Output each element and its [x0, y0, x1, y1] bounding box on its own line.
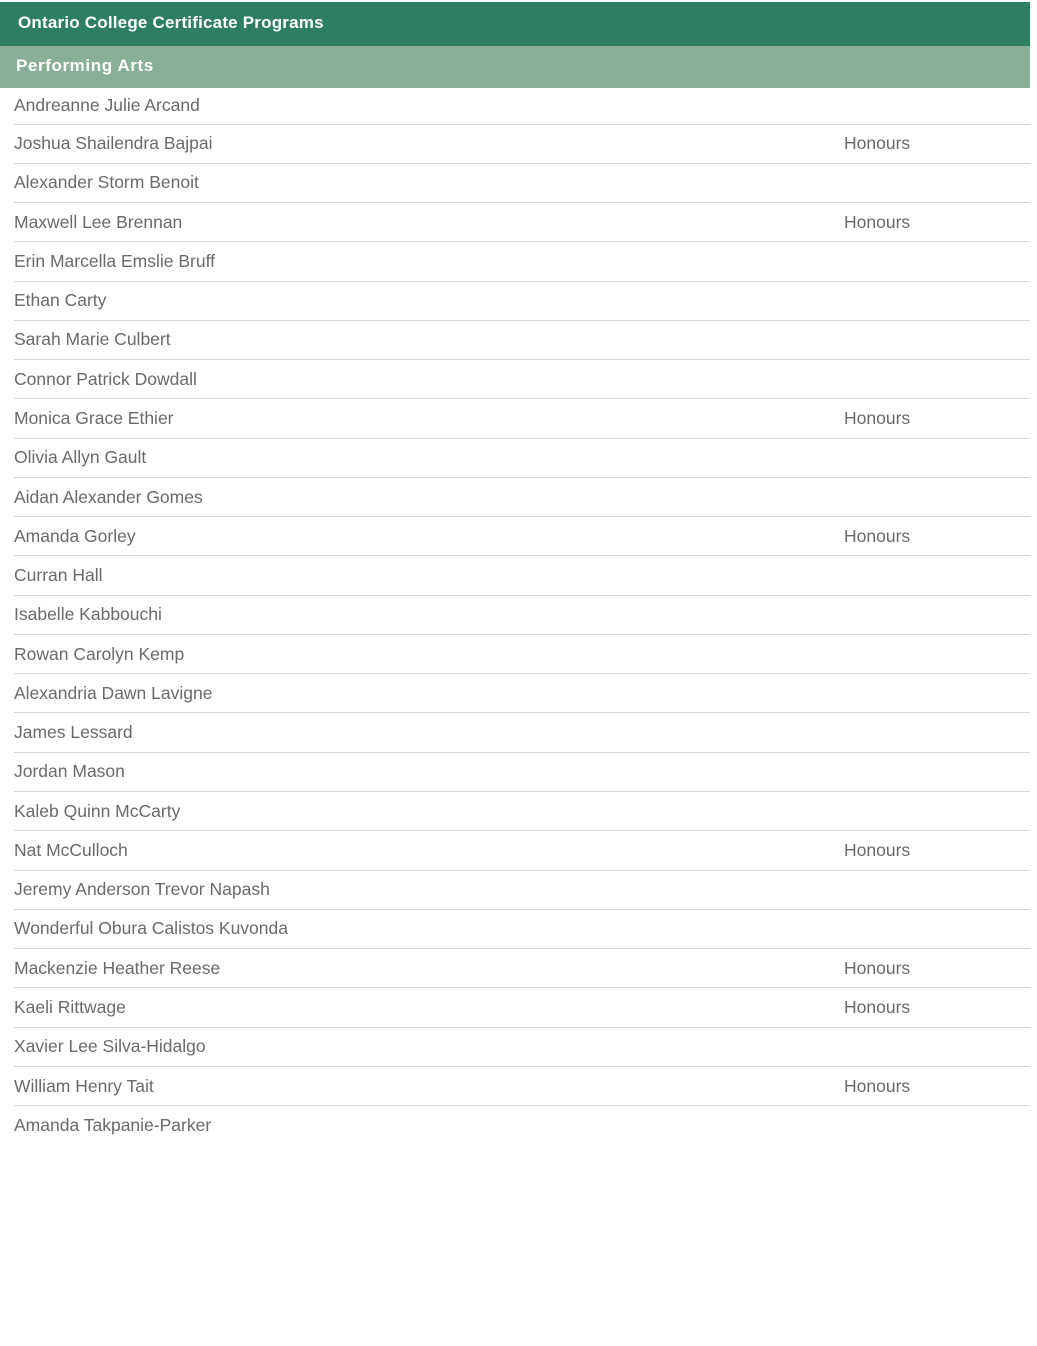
list-item [14, 242, 1030, 281]
list-item [14, 517, 1030, 556]
list-item [14, 478, 1030, 517]
graduate-name: Wonderful Obura Calistos Kuvonda [14, 918, 288, 939]
list-item [14, 596, 1030, 635]
graduate-name: Sarah Marie Culbert [14, 329, 171, 350]
honours-label: Honours [844, 957, 911, 978]
graduate-name: Isabelle Kabbouchi [14, 604, 162, 625]
graduate-name: Kaeli Rittwage [14, 996, 126, 1017]
list-item [14, 792, 1030, 831]
graduate-name: Erin Marcella Emslie Bruff [14, 250, 215, 271]
graduate-name: Alexander Storm Benoit [14, 172, 199, 193]
honours-label: Honours [844, 211, 911, 232]
list-item [14, 203, 1030, 242]
graduate-name: Amanda Takpanie-Parker [14, 1115, 212, 1136]
section-title: Performing Arts [0, 46, 1030, 88]
list-item [14, 399, 1030, 438]
graduate-name: James Lessard [14, 722, 133, 743]
list-item [14, 439, 1030, 478]
honours-label: Honours [844, 839, 911, 860]
graduate-name: William Henry Tait [14, 1075, 154, 1096]
honours-label: Honours [844, 525, 911, 546]
list-item [14, 871, 1030, 910]
list-item [14, 556, 1030, 595]
list-item [14, 1106, 1030, 1145]
graduate-name: Jordan Mason [14, 761, 125, 782]
graduate-name: Monica Grace Ethier [14, 407, 174, 428]
graduate-list [14, 88, 1030, 1145]
honours-label: Honours [844, 407, 911, 428]
list-item [14, 910, 1030, 949]
graduate-name: Ethan Carty [14, 290, 107, 311]
graduate-name: Curran Hall [14, 565, 103, 586]
graduate-name: Olivia Allyn Gault [14, 447, 147, 468]
graduate-name: Kaleb Quinn McCarty [14, 800, 181, 821]
graduate-name: Aidan Alexander Gomes [14, 486, 203, 507]
graduate-name: Maxwell Lee Brennan [14, 211, 183, 232]
graduate-name: Nat McCulloch [14, 839, 128, 860]
graduate-name: Alexandria Dawn Lavigne [14, 682, 213, 703]
list-item [14, 282, 1030, 321]
list-item [14, 753, 1030, 792]
honours-label: Honours [844, 133, 911, 154]
list-item [14, 988, 1030, 1027]
list-item [14, 88, 1030, 125]
graduate-name: Connor Patrick Dowdall [14, 368, 197, 389]
list-item [14, 635, 1030, 674]
honours-label: Honours [844, 1075, 911, 1096]
list-item [14, 125, 1030, 164]
graduate-name: Rowan Carolyn Kemp [14, 643, 185, 664]
graduate-name: Xavier Lee Silva-Hidalgo [14, 1036, 206, 1057]
graduate-name: Amanda Gorley [14, 525, 136, 546]
graduate-name: Andreanne Julie Arcand [14, 95, 200, 116]
honours-label: Honours [844, 996, 911, 1017]
list-item [14, 713, 1030, 752]
graduate-name: Jeremy Anderson Trevor Napash [14, 879, 270, 900]
list-item [14, 949, 1030, 988]
list-item [14, 1067, 1030, 1106]
list-item [14, 321, 1030, 360]
program-title: Ontario College Certificate Programs [0, 2, 1030, 46]
graduate-name: Mackenzie Heather Reese [14, 957, 221, 978]
list-item [14, 831, 1030, 870]
list-item [14, 674, 1030, 713]
list-item [14, 164, 1030, 203]
list-item [14, 1028, 1030, 1067]
graduate-name: Joshua Shailendra Bajpai [14, 133, 213, 154]
list-item [14, 360, 1030, 399]
